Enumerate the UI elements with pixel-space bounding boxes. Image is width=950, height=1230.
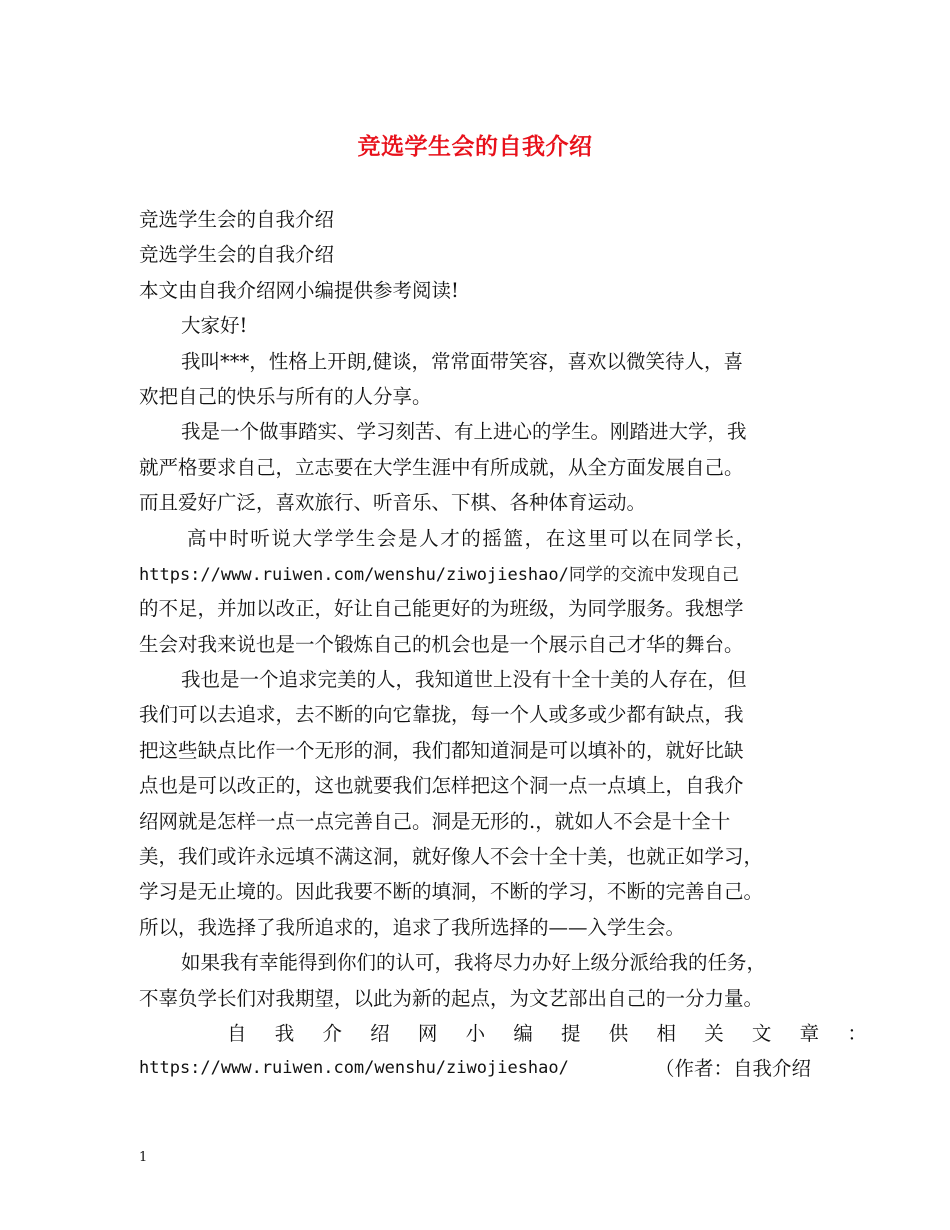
paragraph-3-line-4: 生会对我来说也是一个锻炼自己的机会也是一个展示自己才华的舞台。: [139, 632, 744, 656]
paragraph-3-url-text: https://www.ruiwen.com/wenshu/ziwojieshao/同学的交流中发现自己: [139, 564, 739, 585]
source-note: 本文由自我介绍网小编提供参考阅读!: [139, 278, 459, 302]
paragraph-2-line-2: 就严格要求自己，立志要在大学生涯中有所成就，从全方面发展自己。: [139, 455, 744, 479]
related-char: 提: [561, 1021, 581, 1045]
related-char: 介: [322, 1021, 342, 1045]
greeting: 大家好!: [181, 314, 248, 338]
page-title: 竞选学生会的自我介绍: [357, 133, 593, 160]
related-char: 关: [704, 1021, 724, 1045]
paragraph-4-line-7: 学习是无止境的。因此我要不断的填洞，不断的学习，不断的完善自己。: [139, 880, 764, 904]
related-char: 文: [751, 1021, 772, 1045]
author-note: （作者：自我介绍: [654, 1057, 811, 1081]
page-number: 1: [139, 1150, 148, 1165]
heading-line-2: 竞选学生会的自我介绍: [139, 243, 335, 267]
heading-line-1: 竞选学生会的自我介绍: [139, 208, 335, 231]
paragraph-1-line-2: 欢把自己的快乐与所有的人分享。: [139, 384, 432, 408]
paragraph-2-line-3: 而且爱好广泛，喜欢旅行、听音乐、下棋、各种体育运动。: [139, 491, 647, 515]
related-char: 供: [608, 1021, 629, 1045]
paragraph-2-line-1: 我是一个做事踏实、学习刻苦、有上进心的学生。刚踏进大学，我: [181, 420, 747, 444]
related-char: ：: [847, 1021, 867, 1045]
related-char: 网: [417, 1021, 438, 1045]
paragraph-3-line-3: 的不足，并加以改正，好让自己能更好的为班级，为同学服务。我想学: [139, 597, 744, 621]
paragraph-4-line-1: 我也是一个追求完美的人，我知道世上没有十全十美的人存在，但: [181, 668, 747, 692]
related-char: 编: [513, 1021, 533, 1045]
related-char: 自: [227, 1021, 247, 1045]
paragraph-4-line-8: 所以，我选择了我所追求的，追求了我所选择的——入学生会。: [139, 915, 686, 939]
paragraph-4-line-6: 美，我们或许永远填不满这洞，就好像人不会十全十美，也就正如学习，: [139, 845, 764, 869]
paragraph-5-line-1: 如果我有幸能得到你们的认可，我将尽力办好上级分派给我的任务，: [181, 951, 767, 975]
paragraph-5-line-2: 不辜负学长们对我期望，以此为新的起点，为文艺部出自己的一分力量。: [139, 986, 764, 1010]
paragraph-1-line-1: 我叫***，性格上开朗,健谈，常常面带笑容，喜欢以微笑待人，喜: [181, 349, 743, 373]
paragraph-4-line-3: 把这些缺点比作一个无形的洞，我们都知道洞是可以填补的，就好比缺: [139, 738, 744, 762]
related-char: 小: [465, 1021, 486, 1045]
related-char: 相: [656, 1021, 676, 1045]
related-articles-url: https://www.ruiwen.com/wenshu/ziwojieshao/: [139, 1058, 569, 1079]
related-char: 我: [274, 1021, 295, 1045]
related-articles-label: [227, 1016, 867, 1051]
related-char: 章: [799, 1021, 820, 1045]
related-char: 绍: [370, 1021, 390, 1045]
related-articles-url-line: [139, 1051, 811, 1086]
paragraph-3-line-1: 高中时听说大学学生会是人才的摇篮，在这里可以在同学长，: [187, 526, 757, 550]
document-body: [139, 202, 867, 1087]
paragraph-3-line-2: [139, 556, 823, 591]
paragraph-4-line-2: 我们可以去追求，去不断的向它靠拢，每一个人或多或少都有缺点，我: [139, 703, 744, 727]
paragraph-4-line-5: 绍网就是怎样一点一点完善自己。洞是无形的.，就如人不会是十全十: [139, 809, 731, 833]
paragraph-4-line-4: 点也是可以改正的，这也就要我们怎样把这个洞一点一点填上，自我介: [139, 774, 744, 798]
